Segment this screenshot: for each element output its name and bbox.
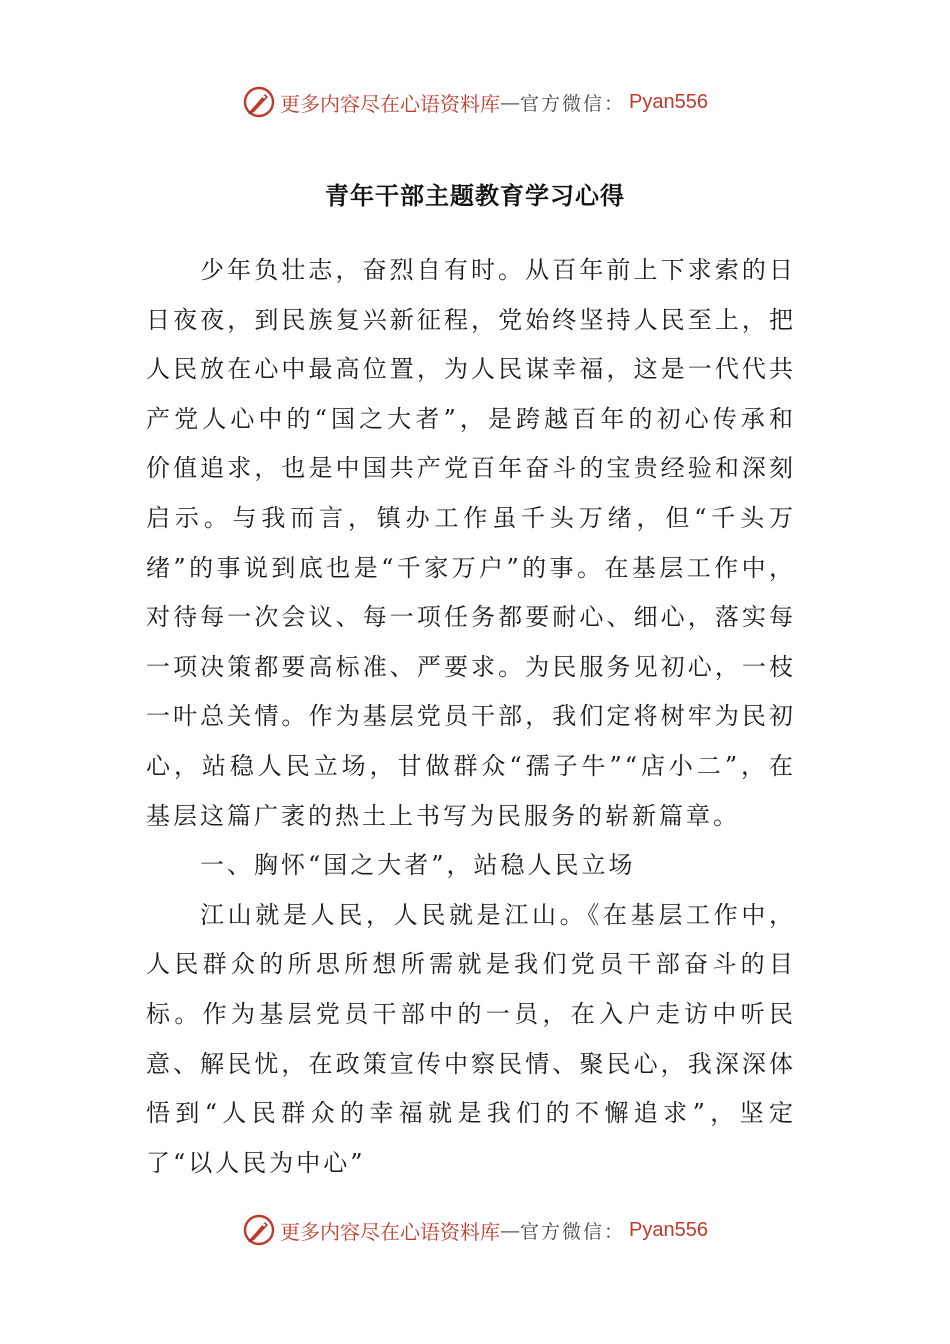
banner-dash: —	[500, 90, 520, 114]
header-watermark-banner	[0, 82, 950, 122]
section-heading-1: 一、胸怀“国之大者”，站稳人民立场	[200, 851, 636, 880]
banner-wechat-id: Pyan556	[629, 1218, 708, 1241]
document-title: 青年干部主题教育学习心得	[325, 182, 625, 210]
banner-wechat-id: Pyan556	[629, 90, 708, 113]
banner-official-label: 官方微信：	[520, 92, 626, 115]
pen-nib-circle-icon	[242, 1213, 276, 1247]
document-body	[146, 246, 796, 1188]
banner-brand-text: 更多内容尽在心语资料库	[280, 1219, 500, 1244]
banner-dash: —	[500, 1218, 520, 1242]
footer-watermark-banner	[0, 1210, 950, 1250]
paragraph-section-1: 江山就是人民，人民就是江山。《在基层工作中，人民群众的所思所想所需就是我们党员干部奋斗的目标。作为基层党员干部中的一员，在入户走访中听民意、解民忧，在政策宣传中察民情、聚民心，我深深体悟到“人民群众的幸福就是我们的不懈追求”，坚定了“以人民为中心”	[146, 900, 796, 1177]
banner-official-label: 官方微信：	[520, 1220, 626, 1243]
pen-nib-circle-icon	[242, 85, 276, 119]
paragraph-intro: 少年负壮志，奋烈自有时。从百年前上下求索的日日夜夜，到民族复兴新征程，党始终坚持人民至上，把人民放在心中最高位置，为人民谋幸福，这是一代代共产党人心中的“国之大者”，是跨越百年的初心传承和价值追求，也是中国共产党百年奋斗的宝贵经验和深刻启示。与我而言，镇办工作虽千头万绪，但“千头万绪”的事说到底也是“千家万户”的事。在基层工作中，对待每一次会议、每一项任务都要耐心、细心，落实每一项决策都要高标准、严要求。为民服务见初心，一枝一叶总关情。作为基层党员干部，我们定将树牢为民初心，站稳人民立场，甘做群众“孺子牛”“店小二”，在基层这篇广袤的热土上书写为民服务的崭新篇章。	[146, 256, 796, 830]
banner-brand-text: 更多内容尽在心语资料库	[280, 91, 500, 116]
